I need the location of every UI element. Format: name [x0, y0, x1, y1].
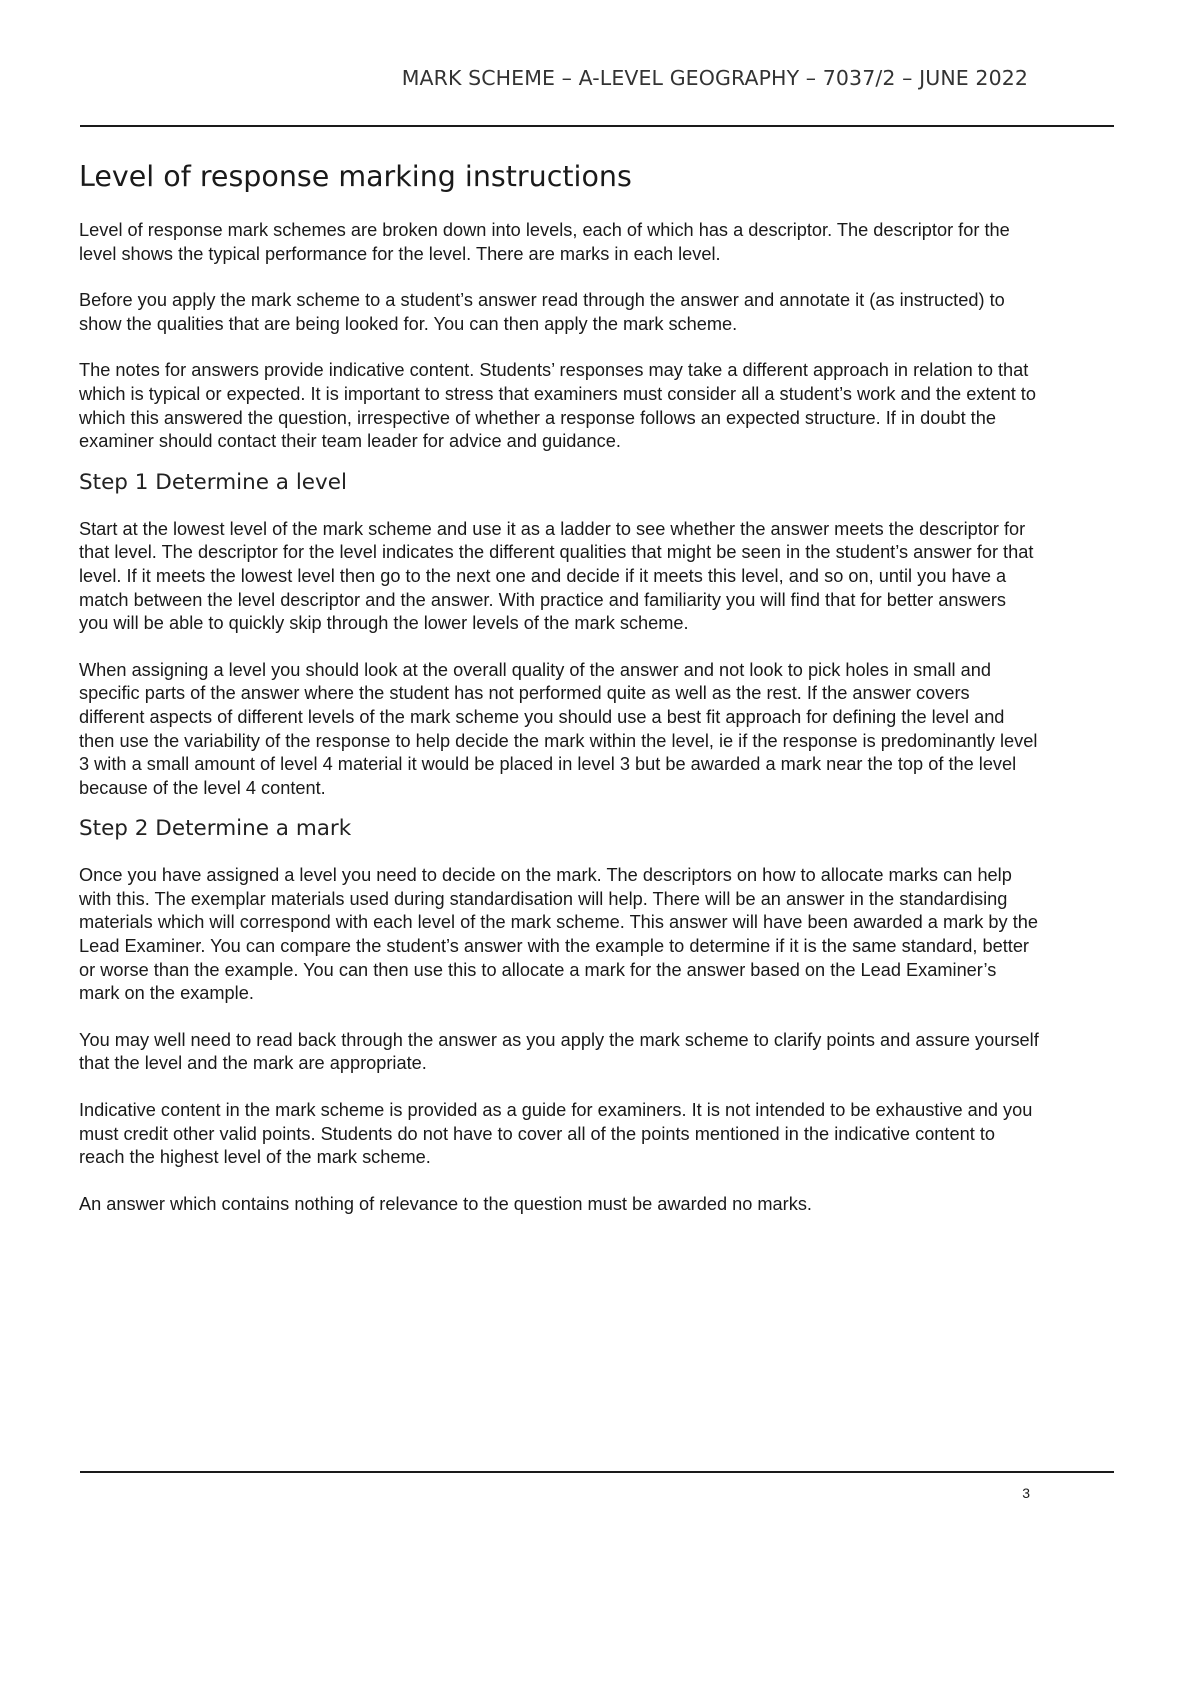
step2-paragraph-4: An answer which contains nothing of relevance to the question must be awarded no marks.: [79, 1193, 812, 1214]
main-content: [79, 155, 1039, 1239]
step2-paragraph-1: Once you have assigned a level you need to decide on the mark. The descriptors on how to allocate marks can help with this. The exemplar materials used during standardisation will help. There will be an answer in the standardising materials which will correspond with each level of the mark scheme. This answer will have been awarded a mark by the Lead Examiner. You can compare the student’s answer with the example to determine if it is the same standard, better or worse than the example. You can then use this to allocate a mark for the answer based on the Lead Examiner’s mark on the example.: [79, 865, 1038, 1004]
intro-paragraph-1: Level of response mark schemes are broken down into levels, each of which has a descriptor. The descriptor for the level shows the typical performance for the level. There are marks in each level.: [79, 220, 1010, 264]
step2-heading: Step 2 Determine a mark: [79, 816, 352, 842]
document-header: MARK SCHEME – A-LEVEL GEOGRAPHY – 7037/2 – JUNE 2022: [401, 66, 1028, 90]
step2-paragraph-2: You may well need to read back through the answer as you apply the mark scheme to clarify points and assure yourself that the level and the mark are appropriate.: [79, 1029, 1039, 1074]
page-title: Level of response marking instructions: [79, 160, 632, 193]
header-rule: [80, 125, 1114, 127]
step2-paragraph-3: Indicative content in the mark scheme is provided as a guide for examiners. It is not intended to be exhaustive and you must credit other valid points. Students do not have to cover all of the points mentioned in the indicative content to reach the highest level of the mark scheme.: [79, 1100, 1033, 1168]
intro-paragraph-2: Before you apply the mark scheme to a student’s answer read through the answer and annotate it (as instructed) to show the qualities that are being looked for. You can then apply the mark scheme.: [79, 290, 1005, 334]
step1-heading: Step 1 Determine a level: [79, 469, 347, 495]
page-number: 3: [1022, 1485, 1030, 1501]
step1-paragraph-1: Start at the lowest level of the mark scheme and use it as a ladder to see whether the answer meets the descriptor for that level. The descriptor for the level indicates the different qualities that might be seen in the student’s answer for that level. If it meets the lowest level then go to the next one and decide if it meets this level, and so on, until you have a match between the level descriptor and the answer. With practice and familiarity you will find that for better answers you will be able to quickly skip through the lower levels of the mark scheme.: [79, 518, 1034, 634]
footer-rule: [80, 1471, 1114, 1473]
intro-paragraph-3: The notes for answers provide indicative content. Students’ responses may take a different approach in relation to that which is typical or expected. It is important to stress that examiners must consider all a student’s work and the extent to which this answered the question, irrespective of whether a response follows an expected structure. If in doubt the examiner should contact their team leader for advice and guidance.: [79, 360, 1036, 452]
step1-paragraph-2: When assigning a level you should look at the overall quality of the answer and not look to pick holes in small and specific parts of the answer where the student has not performed quite as well as the rest. If the answer covers different aspects of different levels of the mark scheme you should use a best fit approach for defining the level and then use the variability of the response to help decide the mark within the level, ie if the response is predominantly level 3 with a small amount of level 4 material it would be placed in level 3 but be awarded a mark near the top of the level because of the level 4 content.: [79, 659, 1038, 798]
